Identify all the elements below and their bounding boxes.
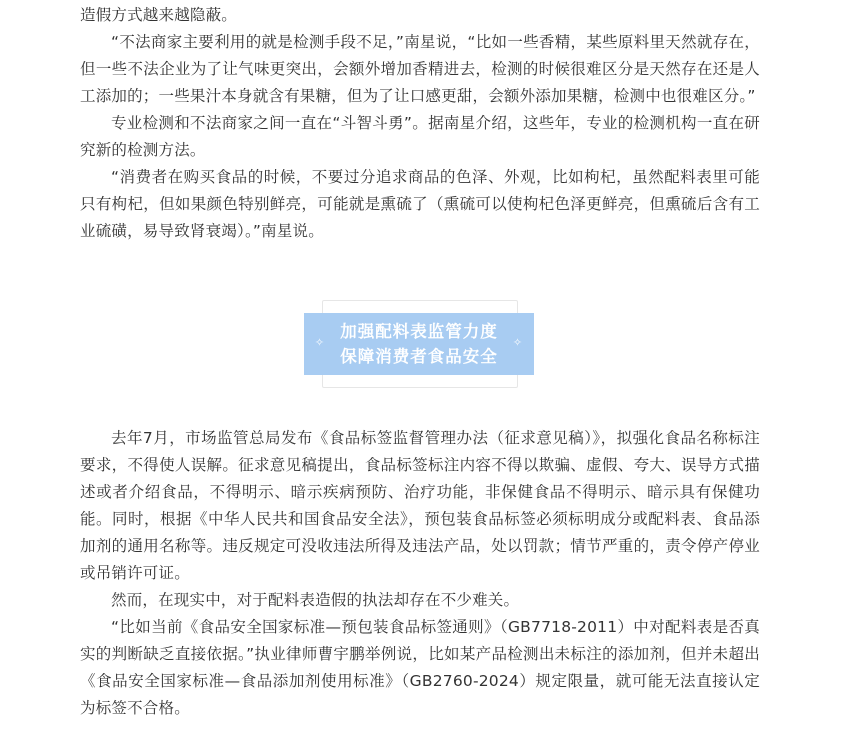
paragraph-regulation: 去年7月，市场监管总局发布《食品标签监督管理办法（征求意见稿）》，拟强化食品名称标注要求，不得使人误解。征求意见稿提出，食品标签标注内容不得以欺骗、虚假、夸大、误导方式描述或者介绍食品，不得明示、暗示疾病预防、治疗功能，非保健食品不得明示、暗示具有保健功能。同时，根据《中华人民共和国食品安全法》，预包装食品标签必须标明成分或配料表、食品添加剂的通用名称等。违反规定可没收违法所得及违法产品，处以罚款；情节严重的，责令停产停业或吊销许可证。 [80,429,760,582]
headline-banner [304,313,534,375]
paragraph-enforcement-difficulty: 然而，在现实中，对于配料表造假的执法却存在不少难关。 [111,591,520,609]
sparkle-icon: ✧ [512,336,524,349]
paragraph-group-b [80,425,760,722]
paragraph-quote-nanxing: “不法商家主要利用的就是检测手段不足，”南星说，“比如一些香精，某些原料里天然就存在，但一些不法企业为了让气味更突出，会额外增加香精进去，检测的时候很难区分是天然存在还是人工添加的；一些果汁本身就含有果糖，但为了让口感更甜，会额外添加果糖，检测中也很难区分。” [80,33,760,105]
paragraph-detection-battle: 专业检测和不法商家之间一直在“斗智斗勇”。据南星介绍，这些年，专业的检测机构一直在研究新的检测方法。 [80,114,760,159]
banner-line-1: 加强配料表监管力度 [340,322,498,341]
paragraph-group-a [80,29,760,245]
banner-line-2: 保障消费者食品安全 [340,347,498,366]
paragraph-lawyer-quote: “比如当前《食品安全国家标准—预包装食品标签通则》（GB7718-2011）中对配料表是否真实的判断缺乏直接依据。”执业律师曹宇鹏举例说，比如某产品检测出未标注的添加剂，但并未超出《食品安全国家标准—食品添加剂使用标准》（GB2760-2024）规定限量，就可能无法直接认定为标签不合格。 [80,618,760,717]
sparkle-icon: ✧ [314,336,326,349]
banner-text [304,319,534,369]
paragraph-top: 造假方式越来越隐蔽。 [80,6,238,24]
paragraph-consumer-advice: “消费者在购买食品的时候，不要过分追求商品的色泽、外观，比如枸杞，虽然配料表里可能只有枸杞，但如果颜色特别鲜亮，可能就是熏硫了（熏硫可以使枸杞色泽更鲜亮，但熏硫后含有工业硫磺，易导致肾衰竭）。”南星说。 [80,168,760,240]
